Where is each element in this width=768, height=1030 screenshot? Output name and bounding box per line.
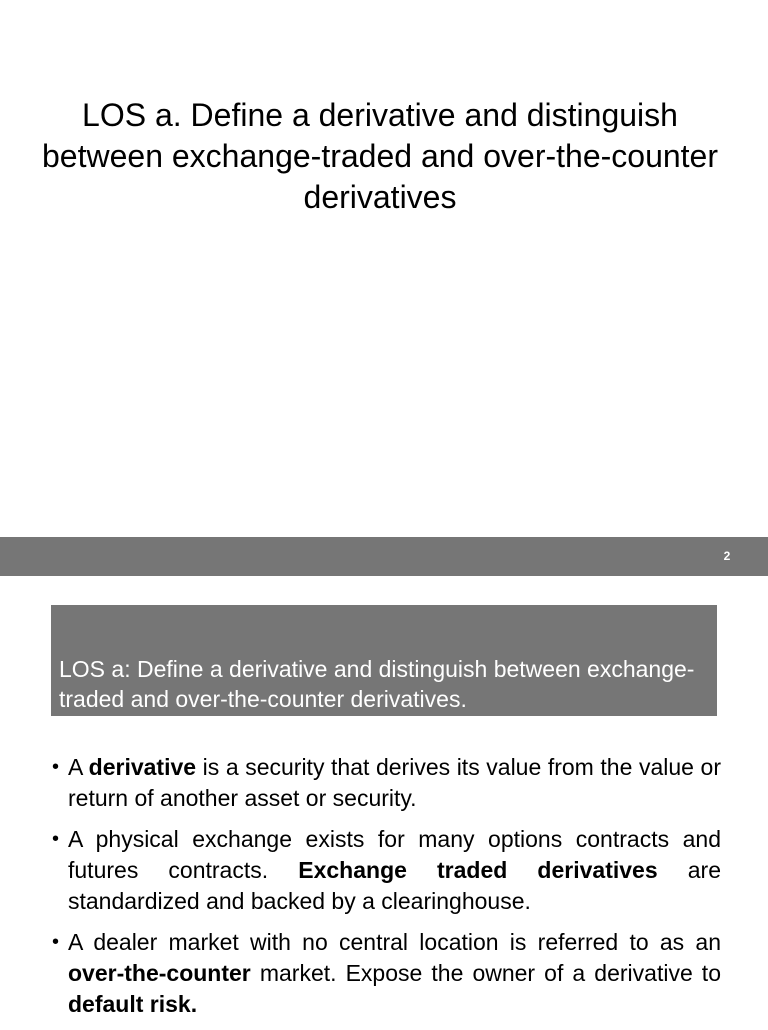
- page-number: 2: [723, 549, 731, 563]
- bullet-item-derivative-definition: [51, 752, 721, 814]
- bullet-item-exchange-traded: [51, 824, 721, 917]
- bullet-text: A dealer market with no central location is referred to as an over-the-counter market. Expose the owner of a derivative to default risk.: [68, 929, 721, 1017]
- bullet-text: A physical exchange exists for many options contracts and futures contracts. Exchange traded derivatives are standardized and backed by a clearinghouse.: [68, 826, 721, 914]
- bold-term: over-the-counter: [68, 960, 251, 986]
- bold-term: derivative: [88, 754, 197, 780]
- los-title-box: [51, 605, 717, 716]
- bullet-marker: •: [52, 828, 60, 850]
- bullet-marker: •: [52, 756, 60, 778]
- bullet-list: [51, 752, 721, 1030]
- bullet-text: A derivative is a security that derives its value from the value or return of another asset or security.: [68, 754, 721, 811]
- bold-term: Exchange traded derivatives: [298, 857, 658, 883]
- bold-term: default risk.: [68, 991, 198, 1017]
- bullet-marker: •: [52, 931, 60, 953]
- slide-title: LOS a. Define a derivative and distinguish between exchange-traded and over-the-counter derivatives: [42, 97, 718, 215]
- los-title-text: LOS a: Define a derivative and distinguish between exchange-traded and over-the-counter derivatives.: [59, 656, 695, 712]
- bullet-item-over-the-counter: [51, 927, 721, 1020]
- slide-footer-band: [0, 537, 768, 576]
